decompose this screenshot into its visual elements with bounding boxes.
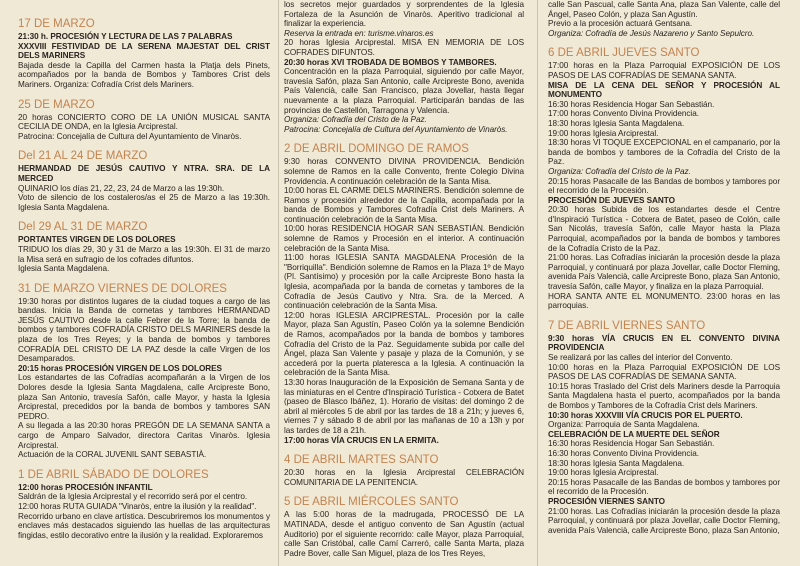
event-line: Bajada desde la Capilla del Carmen hasta la Platja dels Pinets, acompañados por la banda de Bombos y Tambores Crist dels Mariners. Organiza: Cofradía Crist dels Mariners. [18,60,270,89]
event-line: 11:00 horas IGLESIA SANTA MAGDALENA Procesión de la "Borriquilla". Bendición solemne de Ramos en la Plaza 1º de Mayo (Pl. Santísimo) y procesión por la calle Arcipreste Bono hasta la Iglesia, acompañada por la banda de cornetas y tambores de la Cofradía de Jesús Cautivo y Ntra. Sra. de la Merced. A continuación celebración de la Santa Misa. [284,253,524,311]
event-line: Organiza: Cofradía del Cristo de la Paz. [548,166,691,176]
event-line: CELEBRACIÓN DE LA MUERTE DEL SEÑOR [548,429,720,439]
event-line: Actuación de la CORAL JUVENIL SANT SEBASTIÀ. [18,450,207,460]
event-line: 21:30 h. PROCESIÓN Y LECTURA DE LAS 7 PALABRAS [18,32,233,41]
event-line: QUINARIO los días 21, 22, 23, 24 de Marzo a las 19:30h. [18,183,225,193]
event-line: 20:30 horas XVI TROBADA DE BOMBOS Y TAMBORES. [284,57,497,67]
section-4-abril [284,454,524,487]
event-line: 20:15 horas Pasacalle de las Bandas de bombos y tambores por el recorrido de la Procesión. [548,176,780,196]
section-heading: Del 29 AL 31 DE MARZO [18,221,148,234]
column-3 [548,0,784,566]
event-line: 20:30 horas Subida de los estandartes desde el Centre d'Inspiració Turística - Cotxera de Batet, paseo de Colón, calle San Nicolás, travesía Safón, calle Mayor hasta la Plaza Parroquial, acompañados por la banda de bombos y tambores de la Cofradía Cristo de la Paz. [548,205,780,253]
event-line: 20:15 horas Pasacalle de las Bandas de bombos y tambores por el recorrido de la Procesión. [548,477,780,497]
event-line: 12:00 horas PROCESIÓN INFANTIL [18,482,153,492]
section-6-abril [548,47,780,310]
section-heading: 25 DE MARZO [18,98,95,111]
column-2 [284,0,528,566]
fold-line-1 [278,0,279,566]
event-line: 19:00 horas Iglesia Arciprestal. [548,128,659,138]
event-line: 10:30 horas XXXVIII VÍA CRUCIS POR EL PUERTO. [548,410,743,420]
event-line: 18:30 horas Iglesia Santa Magdalena. [548,458,685,468]
event-line: 17:00 horas en la Plaza Parroquial EXPOSICIÓN DE LOS PASOS DE LAS COFRADÍAS DE SEMANA SANTA. [548,61,780,80]
event-line: calle San Pascual, calle Santa Ana, plaza San Valente, calle del Ángel, Paseo Colón, y plaza San Agustín. [548,0,780,19]
event-line: 16:30 horas Residencia Hogar San Sebastián. [548,439,715,449]
section-5-abril [284,496,524,558]
fold-line-2 [537,0,538,566]
section-heading: 31 DE MARZO VIERNES DE DOLORES [18,282,227,295]
event-line: Reserva la entrada en: turisme.vinaros.es [284,28,434,38]
event-line: A su llegada a las 20:30 horas PREGÓN DE LA SEMANA SANTA a cargo de Amparo Salvador, directora Caritas Vinaròs. Iglesia Arciprestal. [18,421,270,450]
event-line: Patrocina: Concejalía de Cultura del Ayuntamiento de Vinaròs. [284,124,508,134]
event-line: 20:30 horas en la Iglesia Arciprestal CELEBRACIÓN COMUNITARIA DE LA PENITENCIA. [284,468,524,487]
section-continued [548,0,780,38]
event-line: 21:00 horas. Las Cofradías iniciarán la procesión desde la plaza Parroquial, y continuará por plaza Jovellar, calle Doctor Fleming, avenida País Valencià, calle Arcipreste Bono, plaza San Antonio, travesía Safón, calle Mayor, y finaliza en la plaza Parroquial. [548,253,780,292]
event-line: 17:00 horas VÍA CRUCIS EN LA ERMITA. [284,435,439,445]
event-line: 21:00 horas. Las Cofradías iniciarán la procesión desde la plaza Parroquial, y continuará por plaza Jovellar, calle Doctor Fleming, avenida País Valencià, calle Arcipreste Bono, plaza San Antonio, [548,506,780,535]
event-line: 12:00 horas RUTA GUIADA "Vinaròs, entre la ilusión y la realidad". [18,501,257,511]
event-line: HERMANDAD DE JESÚS CAUTIVO Y NTRA. SRA. DE LA MERCED [18,164,270,183]
event-line: Concentración en la plaza Parroquial, siguiendo por calle Mayor, travesía Safón, plaza San Antonio, calle Arcipreste Bono, avenida País Valencià, calle San Francisco, plaza Jovellar, hasta llegar nuevamente a la plaza Parroquial. Participarán bandas de las provincias de Castellón, Tarragona y Valencia. [284,67,524,115]
event-line: Se realizará por las calles del interior del Convento. [548,353,733,362]
event-line: PROCESIÓN DE JUEVES SANTO [548,195,675,205]
section-29-31-marzo [18,221,270,273]
section-21-24-marzo [18,150,270,212]
event-line: Organiza: Parroquia de Santa Magdalena. [548,420,700,430]
event-line: 10:00 horas RESIDENCIA HOGAR SAN SEBASTIÁN. Bendición solemne de Ramos y Procesión en el interior. A continuación celebración de la Santa Misa. [284,224,524,253]
section-1-abril [18,469,270,541]
section-heading: 1 DE ABRIL SÁBADO DE DOLORES [18,468,209,481]
event-line: Patrocina: Concejalía de Cultura del Ayuntamiento de Vinaròs. [18,131,242,141]
section-7-abril [548,320,780,535]
event-line: 18:30 horas Iglesia Santa Magdalena. [548,118,685,128]
event-line: Los estandartes de las Cofradías acompañarán a la Virgen de los Dolores desde la Iglesia Santa Magdalena, calle Arcipreste Bono, plaza San Antonio, travesía Safón, calle Mayor, y hasta la Iglesia Arciprestal, precedidos por la banda de bombos y tambores SAN PEDRO. [18,373,270,421]
event-line: TRIDUO los días 29, 30 y 31 de Marzo a las 19:30h. El 31 de marzo la Misa será en sufragio de los cofrades difuntos. [18,244,270,264]
section-heading: 17 DE MARZO [18,18,95,30]
event-line: 9:30 horas CONVENTO DIVINA PROVIDENCIA. Bendición solemne de Ramos en la calle Convento, frente Colegio Divina Providencia. A continuación celebración de la Santa Misa. [284,157,524,186]
section-heading: 4 DE ABRIL MARTES SANTO [284,454,439,467]
event-line: 19:00 horas Iglesia Arciprestal. [548,468,659,478]
event-line: 17:00 horas Convento Divina Providencia. [548,109,699,119]
event-line: 18:30 horas VI TOQUE EXCEPCIONAL en el campanario, por la banda de bombos y tambores de la Cofradía del Cristo de la Paz. [548,138,780,167]
section-31-marzo [18,283,270,460]
event-line: 12:00 horas IGLESIA ARCIPRESTAL. Procesión por la calle Mayor, plaza San Agustín, Paseo Colón ya la solemne Bendición de Ramos, acompañados por la banda de bombos y tambores Cofradía del Cristo de la Paz. Seguidamente subida por calle del Ángel, plaza San Valente y pasaje y plaza de la Comunión, y se accederá por la puerta plateresca a la Iglesia. A continuación la celebración de la Santa Misa. [284,310,524,378]
event-line: 20 horas CONCIERTO CORO DE LA UNIÓN MUSICAL SANTA CECILIA DE ONDA, en la Iglesia Arciprestal. [18,112,270,132]
section-25-marzo [18,99,270,142]
event-line: A las 5:00 horas de la madrugada, PROCESSÓ DE LA MATINADA, desde el antiguo convento de San Agustín (actual Auditorio) por el siguiente recorrido: calle Mayor, plaza Parroquial, calle San Cristóbal, calle Camí Carreró, calle Santa Marta, plaza Padre Bover, calle San Miguel, plaza de los Tres Reyes, [284,510,524,558]
section-heading: 2 DE ABRIL DOMINGO DE RAMOS [284,143,469,156]
event-line: 10:15 horas Traslado del Crist dels Mariners desde la Parroquia Santa Magdalena hasta el puerto, acompañados por la banda de Bombos y Tambores de la Cofradía Crist dels Mariners. [548,381,780,410]
event-line: XXXVIII FESTIVIDAD DE LA SERENA MAJESTAT DEL CRIST DELS MARINERS [18,41,270,61]
event-line: Organiza: Cofradía del Cristo de la Paz. [284,115,427,125]
section-heading: 5 DE ABRIL MIÉRCOLES SANTO [284,496,459,509]
event-line: 20 horas Iglesia Arciprestal. MISA EN MEMORIA DE LOS COFRADES DIFUNTOS. [284,38,524,57]
event-line: MISA DE LA CENA DEL SEÑOR Y PROCESIÓN AL MONUMENTO [548,80,780,100]
event-line: Organiza: Cofradía de Jesús Nazareno y Santo Sepulcro. [548,28,755,38]
event-line: PORTANTES VIRGEN DE LOS DOLORES [18,235,176,245]
event-line: Recorrido urbano en clave artística. Descubriremos los monumentos y enclaves más destacados siguiendo las huellas de las arquitecturas fingidas, estilo decorativo entre la ilusión y la realidad. Exploraremos [18,511,270,540]
event-line: 13:30 horas Inauguración de la Exposición de Semana Santa y de las miniaturas en el Centre d'Inspiració Turística - Cotxera de Batet (paseo de Blasco Ibáñez, 1). Horario de visitas: del domingo 2 de abril al miércoles 5 de abril por las tardes de 18 a 21h; y jueves 6, viernes 7 y sábado 8 de abril por las mañanas de 10 a 13h y por las tardes de 18 a 21h. [284,377,524,435]
event-line: 20:15 horas PROCESIÓN VIRGEN DE LOS DOLORES [18,363,222,373]
event-line: 16:30 horas Residencia Hogar San Sebastián. [548,99,715,109]
event-line: 10:00 horas EL CARME DELS MARINERS. Bendición solemne de Ramos y procesión alrededor de la Capilla, acompañada por la banda de Bombos y Tambores Cofradía Crist dels Mariners. A continuación celebración de la Santa Misa. [284,186,524,224]
event-line: Saldrán de la Iglesia Arciprestal y el recorrido será por el centro. [18,492,248,502]
event-line: 19:30 horas por distintos lugares de la ciudad toques a cargo de las bandas. Inicia la Banda de cornetas y tambores HERMANDAD JESÚS CAUTIVO desde la calle Febrer de la Torre; la banda de bombos y tambores COFRADÍA CRISTO DELS MARINERS desde la plaza de los Tres Reyes; y la banda de bombos y tambores COFRADÍA DEL CRISTO DE LA PAZ desde la calle Virgen de los Desamparados. [18,296,270,364]
event-line: PROCESIÓN VIERNES SANTO [548,496,665,506]
section-heading: 6 DE ABRIL JUEVES SANTO [548,47,700,60]
section-heading: Del 21 AL 24 DE MARZO [18,150,148,163]
event-line: Iglesia Santa Magdalena. [18,264,110,274]
event-line: los secretos mejor guardados y sorprendentes de la Iglesia Fortaleza de la Asunción de Vinaròs. Aperitivo tradicional al finalizar la experiencia. [284,0,524,29]
event-line: 9:30 horas VÍA CRUCIS EN EL CONVENTO DIVINA PROVIDENCIA [548,333,780,353]
column-1 [18,0,274,566]
event-line: HORA SANTA ANTE EL MONUMENTO. 23:00 horas en las parroquias. [548,291,780,311]
section-continued [284,0,524,134]
section-17-marzo [18,18,270,90]
section-heading: 7 DE ABRIL VIERNES SANTO [548,319,706,332]
event-line: 10:00 horas en la Plaza Parroquial EXPOSICIÓN DE LOS PASOS DE LAS COFRADÍAS DE SEMANA SANTA. [548,362,780,382]
event-line: 16:30 horas Convento Divina Providencia. [548,448,699,458]
event-line: Voto de silencio de los costaleros/as el 25 de Marzo a las 19:30h. Iglesia Santa Magdalena. [18,193,270,212]
event-line: Previo a la procesión actuará Gentsana. [548,19,693,29]
section-2-abril [284,143,524,445]
